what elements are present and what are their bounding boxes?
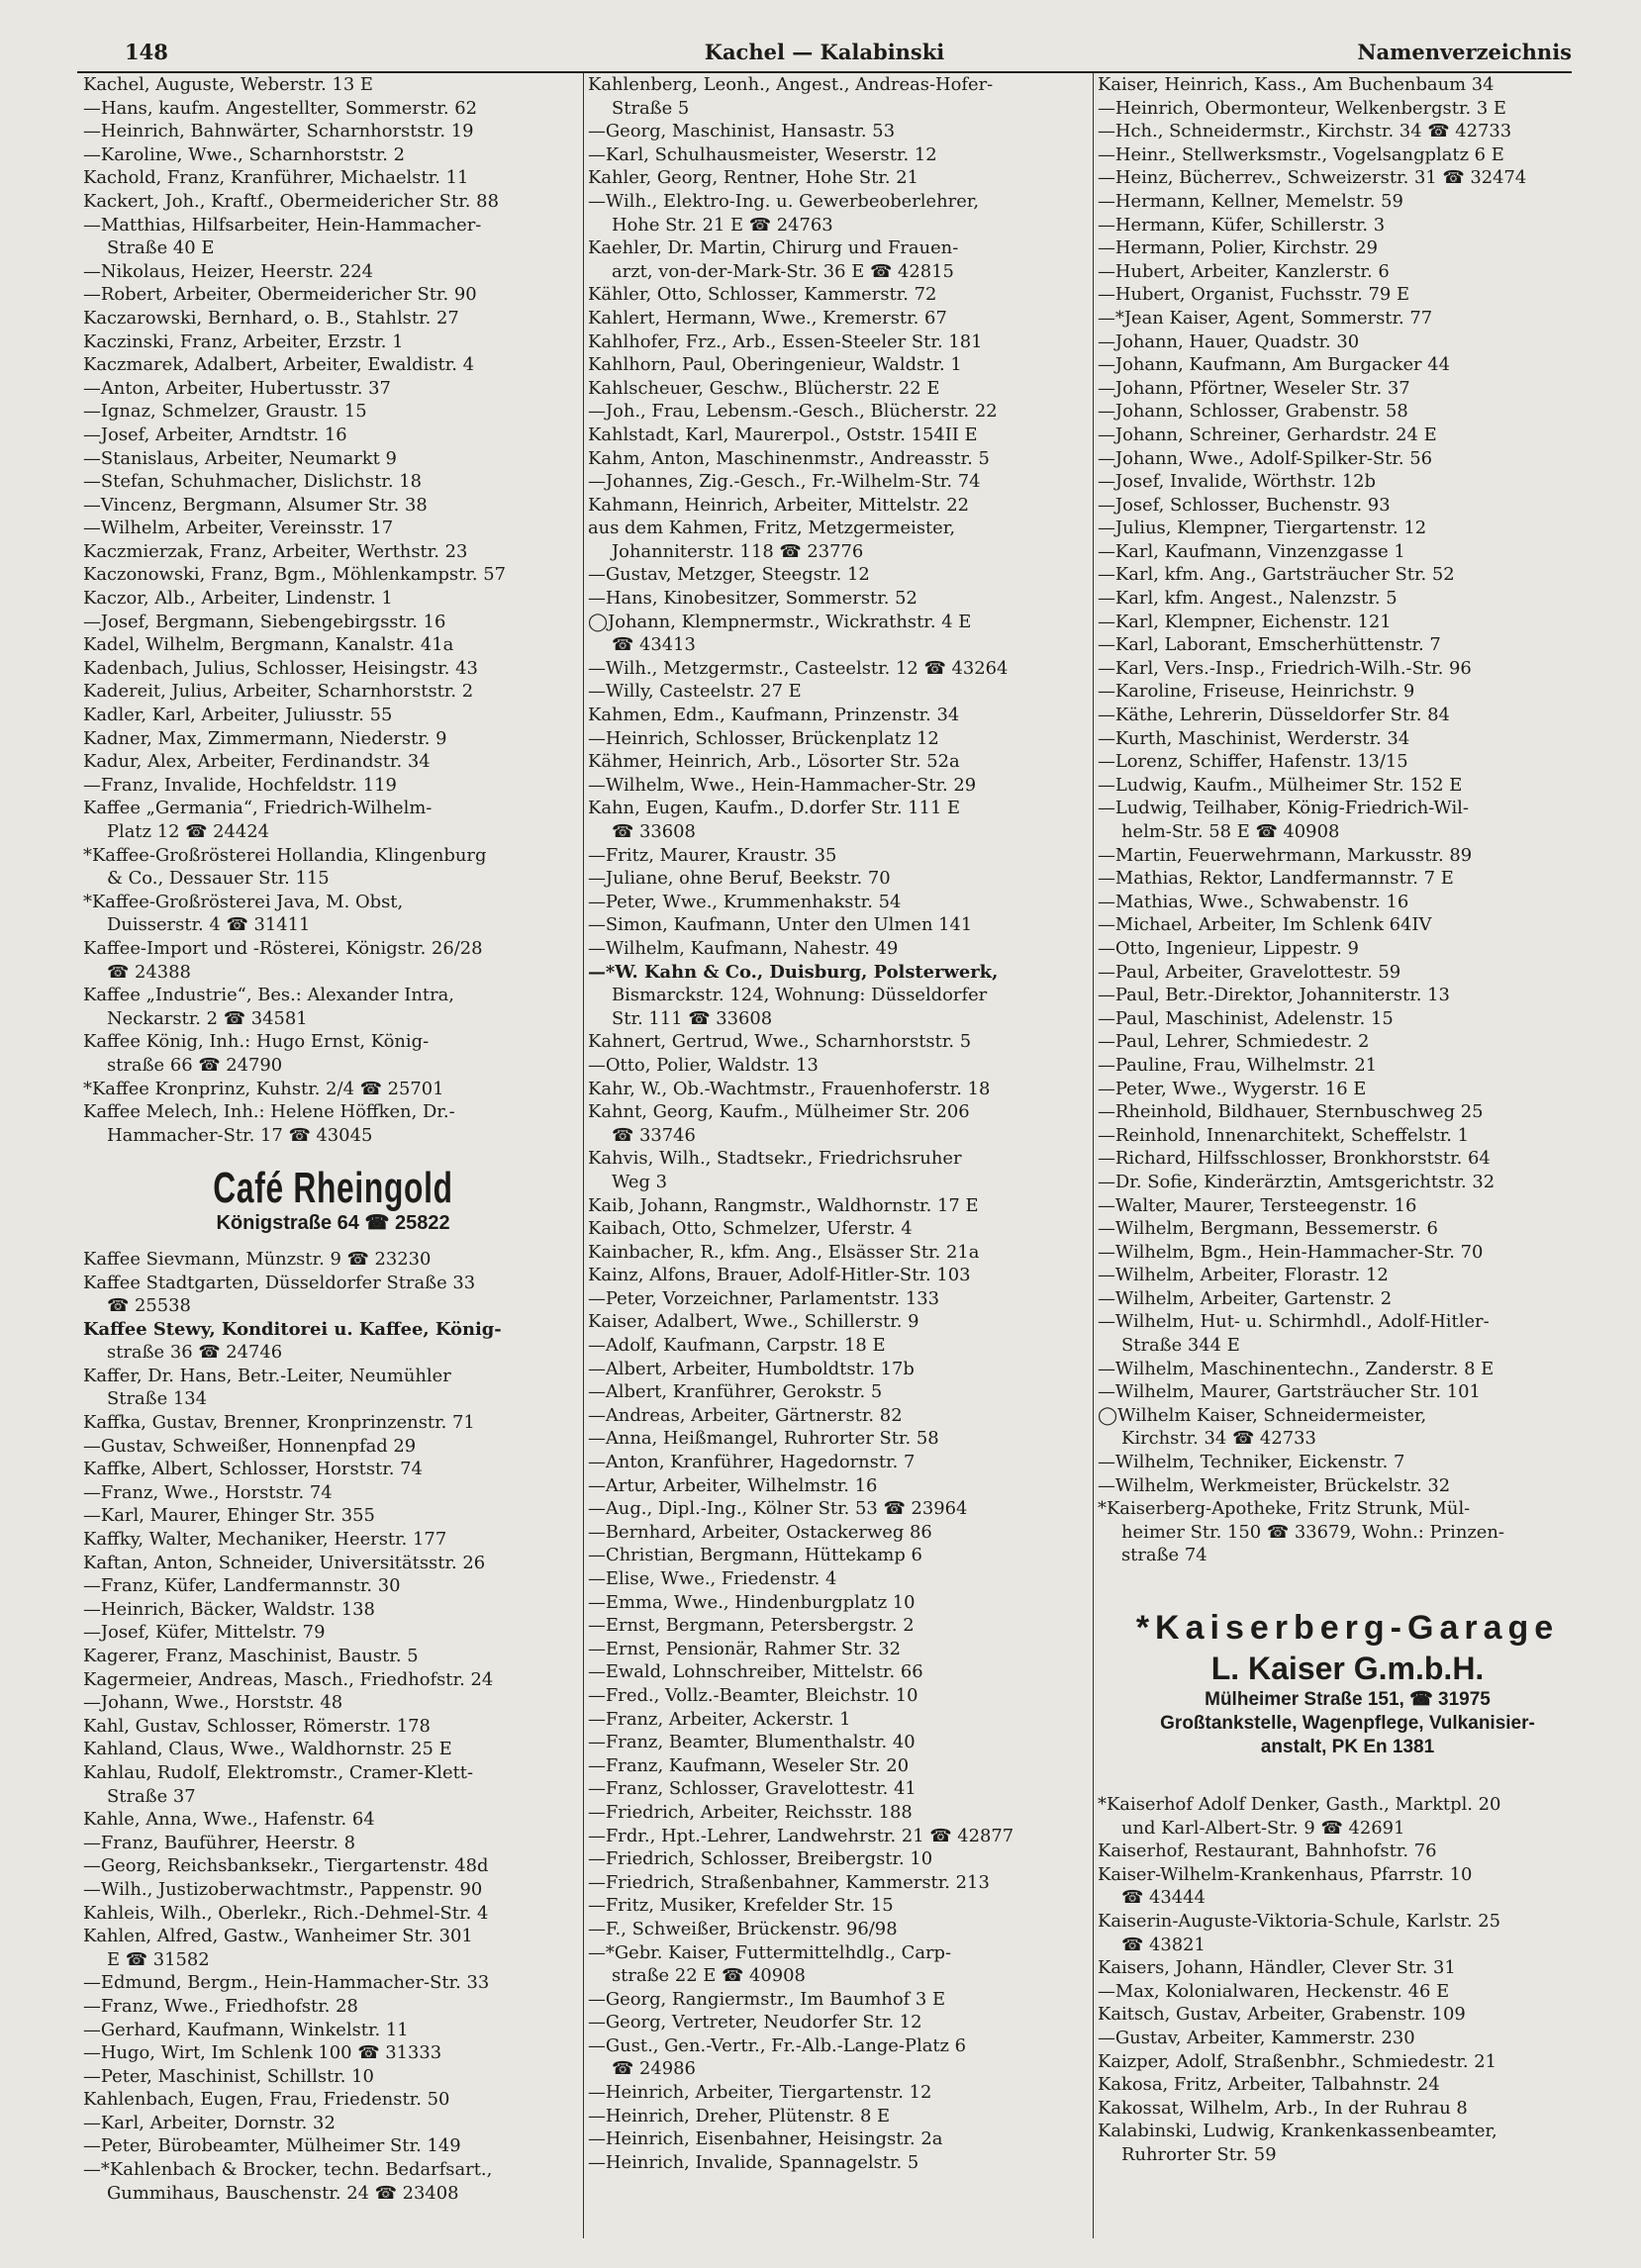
page-header bbox=[77, 36, 1572, 69]
directory-entry: Kaffke, Albert, Schlosser, Horststr. 74 bbox=[83, 1459, 423, 1480]
directory-entry: —Georg, Rangiermstr., Im Baumhof 3 E bbox=[588, 1988, 946, 2010]
directory-entry: —Artur, Arbeiter, Wilhelmstr. 16 bbox=[588, 1474, 878, 1496]
directory-entry: Kahler, Georg, Rentner, Hohe Str. 21 bbox=[588, 167, 919, 189]
directory-entry: —Otto, Ingenieur, Lippestr. 9 bbox=[1098, 937, 1359, 959]
directory-entry: Kadler, Karl, Arbeiter, Juliusstr. 55 bbox=[83, 705, 393, 726]
directory-entry: —Franz, Arbeiter, Ackerstr. 1 bbox=[588, 1708, 851, 1730]
directory-entry: —Karl, Klempner, Eichenstr. 121 bbox=[1098, 611, 1392, 632]
directory-entry: Kahm, Anton, Maschinenmstr., Andreasstr. 5 bbox=[588, 447, 990, 469]
directory-entry: —Kurth, Maschinist, Werderstr. 34 bbox=[1098, 727, 1410, 749]
directory-entry: Kahl, Gustav, Schlosser, Römerstr. 178 bbox=[83, 1715, 431, 1737]
directory-entry: Weg 3 bbox=[612, 1171, 668, 1192]
column-2 bbox=[588, 73, 1088, 2174]
directory-entry: Kahlenbach, Eugen, Frau, Friedenstr. 50 bbox=[83, 2089, 450, 2111]
directory-entry: —Ignaz, Schmelzer, Graustr. 15 bbox=[83, 401, 367, 423]
kaiserberg-garage-ad bbox=[1098, 1607, 1597, 1759]
directory-entry: Hammacher-Str. 17 ☎ 43045 bbox=[107, 1124, 373, 1146]
directory-entry: Kaffka, Gustav, Brenner, Kronprinzenstr. 71 bbox=[83, 1412, 475, 1434]
directory-entry: —Julius, Klempner, Tiergartenstr. 12 bbox=[1098, 518, 1427, 539]
directory-entry: —Karl, Maurer, Ehinger Str. 355 bbox=[83, 1505, 375, 1527]
directory-entry: —Heinrich, Schlosser, Brückenplatz 12 bbox=[588, 727, 939, 749]
directory-entry: —Paul, Arbeiter, Gravelottestr. 59 bbox=[1098, 961, 1401, 983]
directory-entry: Kaczinski, Franz, Arbeiter, Erzstr. 1 bbox=[83, 331, 404, 352]
directory-entry: —Wilhelm, Maurer, Gartsträucher Str. 101 bbox=[1098, 1381, 1481, 1403]
directory-entry: Kahmann, Heinrich, Arbeiter, Mittelstr. 22 bbox=[588, 494, 970, 516]
directory-entry: —Franz, Schlosser, Gravelottestr. 41 bbox=[588, 1778, 917, 1800]
directory-entry: *Kaffee Kronprinz, Kuhstr. 2/4 ☎ 25701 bbox=[83, 1078, 444, 1099]
directory-entry: —Rheinhold, Bildhauer, Sternbuschweg 25 bbox=[1098, 1101, 1484, 1123]
directory-entry: Johanniterstr. 118 ☎ 23776 bbox=[612, 540, 864, 562]
directory-entry: Kaiser-Wilhelm-Krankenhaus, Pfarrstr. 10 bbox=[1098, 1863, 1473, 1885]
directory-entry: Kainbacher, R., kfm. Ang., Elsässer Str. 21a bbox=[588, 1241, 980, 1263]
directory-entry: Ruhrorter Str. 59 bbox=[1121, 2143, 1277, 2165]
directory-entry: Kaftan, Anton, Schneider, Universitätsstr. 26 bbox=[83, 1552, 486, 1573]
directory-entry: —Wilhelm, Maschinentechn., Zanderstr. 8 E bbox=[1098, 1358, 1495, 1379]
directory-entry: —Ernst, Pensionär, Rahmer Str. 32 bbox=[588, 1638, 901, 1659]
directory-entry: Kahnt, Georg, Kaufm., Mülheimer Str. 206 bbox=[588, 1101, 970, 1123]
directory-entry: —Heinrich, Bäcker, Waldstr. 138 bbox=[83, 1598, 375, 1620]
directory-entry: —Anton, Kranführer, Hagedornstr. 7 bbox=[588, 1452, 916, 1473]
directory-entry: —Emma, Wwe., Hindenburgplatz 10 bbox=[588, 1591, 916, 1613]
directory-entry: —Mathias, Rektor, Landfermannstr. 7 E bbox=[1098, 868, 1454, 890]
column-divider-2 bbox=[1093, 73, 1094, 2238]
directory-entry: Straße 40 E bbox=[107, 237, 215, 259]
directory-entry: —Andreas, Arbeiter, Gärtnerstr. 82 bbox=[588, 1404, 903, 1426]
directory-entry: —Vincenz, Bergmann, Alsumer Str. 38 bbox=[83, 494, 428, 516]
directory-entry: —Karoline, Wwe., Scharnhorststr. 2 bbox=[83, 143, 405, 165]
directory-entry: Duisserstr. 4 ☎ 31411 bbox=[107, 914, 311, 936]
directory-entry: —Heinrich, Obermonteur, Welkenbergstr. 3 E bbox=[1098, 97, 1506, 119]
directory-entry: ☎ 43444 bbox=[1121, 1887, 1206, 1909]
directory-entry: —Wilhelm, Hut- u. Schirmhdl., Adolf-Hitler- bbox=[1098, 1311, 1490, 1333]
directory-entry: —Adolf, Kaufmann, Carpstr. 18 E bbox=[588, 1335, 886, 1357]
directory-entry: —Wilhelm, Techniker, Eickenstr. 7 bbox=[1098, 1452, 1405, 1473]
directory-entry: ◯Wilhelm Kaiser, Schneidermeister, bbox=[1098, 1404, 1427, 1426]
directory-entry: —Heinrich, Eisenbahner, Heisingstr. 2a bbox=[588, 2128, 943, 2150]
directory-entry: —Georg, Reichsbanksekr., Tiergartenstr. 48d bbox=[83, 1855, 489, 1877]
directory-entry: Hohe Str. 21 E ☎ 24763 bbox=[612, 214, 833, 236]
directory-entry: —Paul, Lehrer, Schmiedestr. 2 bbox=[1098, 1031, 1370, 1053]
directory-entry: —Friedrich, Straßenbahner, Kammerstr. 213 bbox=[588, 1871, 990, 1893]
directory-entry: —Ludwig, Kaufm., Mülheimer Str. 152 E bbox=[1098, 774, 1463, 796]
directory-entry: Kakosa, Fritz, Arbeiter, Talbahnstr. 24 bbox=[1098, 2074, 1440, 2096]
directory-entry: Kaiserhof, Restaurant, Bahnhofstr. 76 bbox=[1098, 1841, 1437, 1862]
directory-entry: —Karl, kfm. Angest., Nalenzstr. 5 bbox=[1098, 588, 1398, 610]
directory-entry: —Pauline, Frau, Wilhelmstr. 21 bbox=[1098, 1054, 1378, 1076]
directory-entry: —Otto, Polier, Waldstr. 13 bbox=[588, 1054, 819, 1076]
directory-entry: Straße 5 bbox=[612, 97, 690, 119]
entries-c1b bbox=[83, 1248, 583, 2205]
directory-entry: ☎ 43821 bbox=[1121, 1934, 1206, 1955]
directory-entry: —Willy, Casteelstr. 27 E bbox=[588, 681, 802, 703]
directory-entry: Kaczarowski, Bernhard, o. B., Stahlstr. 27 bbox=[83, 307, 459, 329]
directory-entry: —Hch., Schneidermstr., Kirchstr. 34 ☎ 42733 bbox=[1098, 121, 1512, 142]
directory-entry: —Gust., Gen.-Vertr., Fr.-Alb.-Lange-Platz 6 bbox=[588, 2034, 967, 2056]
directory-entry: —Karl, Schulhausmeister, Weserstr. 12 bbox=[588, 143, 937, 165]
directory-entry: —Heinz, Bücherrev., Schweizerstr. 31 ☎ 32474 bbox=[1098, 167, 1527, 189]
column-divider-1 bbox=[583, 73, 584, 2238]
cafe-rheingold-ad bbox=[83, 1165, 583, 1236]
directory-entry: —Joh., Frau, Lebensm.-Gesch., Blücherstr. 22 bbox=[588, 401, 998, 423]
directory-entry: —Wilhelm, Arbeiter, Gartenstr. 2 bbox=[1098, 1287, 1393, 1309]
directory-entry: Kaffee Stewy, Konditorei u. Kaffee, König- bbox=[83, 1318, 502, 1340]
directory-entry: —Nikolaus, Heizer, Heerstr. 224 bbox=[83, 260, 374, 282]
directory-entry: Kaffee „Industrie“, Bes.: Alexander Intra, bbox=[83, 985, 454, 1006]
directory-entry: Gummihaus, Bauschenstr. 24 ☎ 23408 bbox=[107, 2182, 459, 2204]
directory-entry: Kaffee-Import und -Rösterei, Königstr. 26/28 bbox=[83, 937, 483, 959]
directory-entry: —Wilhelm, Bgm., Hein-Hammacher-Str. 70 bbox=[1098, 1241, 1484, 1263]
directory-entry: —Stanislaus, Arbeiter, Neumarkt 9 bbox=[83, 447, 397, 469]
directory-entry: Kahlstadt, Karl, Maurerpol., Oststr. 154II E bbox=[588, 424, 978, 445]
directory-entry: Platz 12 ☎ 24424 bbox=[107, 821, 270, 842]
directory-entry: —Reinhold, Innenarchitekt, Scheffelstr. 1 bbox=[1098, 1124, 1470, 1146]
directory-entry: Kagermeier, Andreas, Masch., Friedhofstr. 24 bbox=[83, 1668, 494, 1690]
directory-entry: & Co., Dessauer Str. 115 bbox=[107, 868, 330, 890]
directory-entry: —Lorenz, Schiffer, Hafenstr. 13/15 bbox=[1098, 751, 1408, 773]
directory-entry: *Kaiserberg-Apotheke, Fritz Strunk, Mül- bbox=[1098, 1498, 1471, 1520]
directory-entry: —Michael, Arbeiter, Im Schlenk 64IV bbox=[1098, 914, 1432, 936]
directory-entry: Kaczmierzak, Franz, Arbeiter, Werthstr. 23 bbox=[83, 540, 468, 562]
directory-entry: straße 22 E ☎ 40908 bbox=[612, 1965, 806, 1987]
directory-entry: Kaffee Melech, Inh.: Helene Höffken, Dr.- bbox=[83, 1101, 455, 1123]
directory-entry: Kagerer, Franz, Maschinist, Baustr. 5 bbox=[83, 1646, 419, 1666]
directory-entry: Kaizper, Adolf, Straßenbhr., Schmiedestr. 21 bbox=[1098, 2050, 1496, 2072]
name-range: Kachel — Kalabinski bbox=[704, 40, 945, 64]
directory-entry: ☎ 24986 bbox=[612, 2058, 696, 2080]
directory-entry: —Anton, Arbeiter, Hubertusstr. 37 bbox=[83, 377, 391, 399]
directory-entry: —Wilh., Justizoberwachtmstr., Pappenstr. 90 bbox=[83, 1878, 483, 1900]
directory-entry: Kahlhofer, Frz., Arb., Essen-Steeler Str. 181 bbox=[588, 331, 983, 352]
directory-entry: —Josef, Küfer, Mittelstr. 79 bbox=[83, 1622, 326, 1644]
directory-entry: ◯Johann, Klempnermstr., Wickrathstr. 4 E bbox=[588, 611, 972, 632]
directory-entry: helm-Str. 58 E ☎ 40908 bbox=[1121, 821, 1340, 842]
directory-entry: —*W. Kahn & Co., Duisburg, Polsterwerk, bbox=[588, 961, 999, 983]
directory-entry: Kaffer, Dr. Hans, Betr.-Leiter, Neumühler bbox=[83, 1365, 451, 1386]
directory-entry: Kadner, Max, Zimmermann, Niederstr. 9 bbox=[83, 727, 447, 749]
directory-entry: —Gerhard, Kaufmann, Winkelstr. 11 bbox=[83, 2019, 409, 2040]
directory-entry: ☎ 33608 bbox=[612, 821, 696, 842]
directory-entry: —Peter, Maschinist, Schillstr. 10 bbox=[83, 2065, 374, 2087]
directory-entry: —Johann, Wwe., Horststr. 48 bbox=[83, 1692, 343, 1714]
directory-entry: —Wilh., Elektro-Ing. u. Gewerbeoberlehrer, bbox=[588, 190, 980, 212]
directory-entry: Kainz, Alfons, Brauer, Adolf-Hitler-Str. 103 bbox=[588, 1265, 971, 1286]
directory-entry: —Gustav, Metzger, Steegstr. 12 bbox=[588, 564, 870, 586]
directory-entry: heimer Str. 150 ☎ 33679, Wohn.: Prinzen- bbox=[1121, 1521, 1504, 1543]
directory-entry: —Hermann, Polier, Kirchstr. 29 bbox=[1098, 237, 1379, 259]
directory-entry: —Hans, Kinobesitzer, Sommerstr. 52 bbox=[588, 588, 917, 610]
directory-entry: —Richard, Hilfsschlosser, Bronkhorststr. 64 bbox=[1098, 1148, 1491, 1170]
directory-entry: Kirchstr. 34 ☎ 42733 bbox=[1121, 1428, 1316, 1450]
directory-entry: —Fritz, Maurer, Kraustr. 35 bbox=[588, 844, 837, 866]
directory-entry: —Hubert, Arbeiter, Kanzlerstr. 6 bbox=[1098, 260, 1390, 282]
directory-entry: —Frdr., Hpt.-Lehrer, Landwehrstr. 21 ☎ 42877 bbox=[588, 1825, 1014, 1846]
directory-entry: Kachel, Auguste, Weberstr. 13 E bbox=[83, 74, 373, 95]
directory-entry: —Franz, Wwe., Friedhofstr. 28 bbox=[83, 1995, 358, 2017]
directory-entry: —Gustav, Schweißer, Honnenpfad 29 bbox=[83, 1435, 417, 1457]
garage-ad-desc1: Großtankstelle, Wagenpflege, Vulkanisier- bbox=[1160, 1713, 1535, 1734]
directory-entry: —Matthias, Hilfsarbeiter, Hein-Hammacher- bbox=[83, 214, 482, 236]
directory-entry: —Robert, Arbeiter, Obermeidericher Str. 90 bbox=[83, 284, 477, 306]
directory-entry: —Georg, Maschinist, Hansastr. 53 bbox=[588, 121, 896, 142]
directory-entry: —Wilhelm, Wwe., Hein-Hammacher-Str. 29 bbox=[588, 774, 977, 796]
directory-entry: Straße 37 bbox=[107, 1785, 196, 1807]
directory-entry: —Wilhelm, Arbeiter, Vereinsstr. 17 bbox=[83, 518, 394, 539]
cafe-ad-address: Königstraße 64 ☎ 25822 bbox=[216, 1212, 450, 1235]
directory-entry: —Karoline, Friseuse, Heinrichstr. 9 bbox=[1098, 681, 1415, 703]
directory-entry: Kaczor, Alb., Arbeiter, Lindenstr. 1 bbox=[83, 588, 393, 610]
directory-entry: *Kaffee-Großrösterei Java, M. Obst, bbox=[83, 891, 404, 912]
directory-entry: Kahlau, Rudolf, Elektromstr., Cramer-Klett- bbox=[83, 1761, 473, 1783]
section-title: Namenverzeichnis bbox=[1357, 40, 1572, 64]
garage-ad-title: *Kaiserberg-Garage bbox=[1135, 1609, 1560, 1647]
directory-entry: und Karl-Albert-Str. 9 ☎ 42691 bbox=[1121, 1817, 1405, 1839]
directory-entry: —Käthe, Lehrerin, Düsseldorfer Str. 84 bbox=[1098, 705, 1450, 726]
directory-entry: —Heinrich, Invalide, Spannagelstr. 5 bbox=[588, 2151, 919, 2173]
directory-entry: Neckarstr. 2 ☎ 34581 bbox=[107, 1007, 308, 1029]
directory-entry: *Kaiserhof Adolf Denker, Gasth., Marktpl. 20 bbox=[1098, 1794, 1501, 1815]
directory-entry: —Franz, Invalide, Hochfeldstr. 119 bbox=[83, 774, 397, 796]
directory-entry: Kadenbach, Julius, Schlosser, Heisingstr. 43 bbox=[83, 657, 478, 679]
directory-entry: —Mathias, Wwe., Schwabenstr. 16 bbox=[1098, 891, 1409, 912]
directory-entry: straße 36 ☎ 24746 bbox=[107, 1342, 283, 1364]
directory-entry: —Josef, Bergmann, Siebengebirgsstr. 16 bbox=[83, 611, 446, 632]
directory-entry: Kahlscheuer, Geschw., Blücherstr. 22 E bbox=[588, 377, 940, 399]
directory-entry: *Kaffee-Großrösterei Hollandia, Klingenburg bbox=[83, 844, 487, 866]
directory-entry: —Karl, Arbeiter, Dornstr. 32 bbox=[83, 2112, 336, 2133]
directory-entry: Straße 344 E bbox=[1121, 1335, 1240, 1357]
directory-entry: —Josef, Schlosser, Buchenstr. 93 bbox=[1098, 494, 1391, 516]
directory-entry: —Hans, kaufm. Angestellter, Sommerstr. 62 bbox=[83, 97, 478, 119]
directory-entry: ☎ 24388 bbox=[107, 961, 191, 983]
directory-entry: —Hermann, Küfer, Schillerstr. 3 bbox=[1098, 214, 1386, 236]
directory-entry: arzt, von-der-Mark-Str. 36 E ☎ 42815 bbox=[612, 260, 954, 282]
directory-entry: Kahnert, Gertrud, Wwe., Scharnhorststr. 5 bbox=[588, 1031, 972, 1053]
garage-ad-address: Mülheimer Straße 151, ☎ 31975 bbox=[1205, 1689, 1491, 1710]
directory-entry: —Friedrich, Arbeiter, Reichsstr. 188 bbox=[588, 1801, 913, 1823]
directory-entry: —Peter, Bürobeamter, Mülheimer Str. 149 bbox=[83, 2135, 461, 2157]
directory-entry: Str. 111 ☎ 33608 bbox=[612, 1007, 773, 1029]
directory-entry: aus dem Kahmen, Fritz, Metzgermeister, bbox=[588, 518, 956, 539]
entries-c3b bbox=[1098, 1793, 1597, 2167]
directory-entry: —Simon, Kaufmann, Unter den Ulmen 141 bbox=[588, 914, 973, 936]
directory-entry: —Peter, Wwe., Wygerstr. 16 E bbox=[1098, 1078, 1367, 1099]
directory-entry: —Ludwig, Teilhaber, König-Friedrich-Wil- bbox=[1098, 798, 1469, 819]
directory-entry: —Fritz, Musiker, Krefelder Str. 15 bbox=[588, 1895, 894, 1917]
directory-entry: Kaitsch, Gustav, Arbeiter, Grabenstr. 109 bbox=[1098, 2004, 1466, 2026]
directory-entry: —Paul, Betr.-Direktor, Johanniterstr. 13 bbox=[1098, 985, 1450, 1006]
directory-entry: Kadur, Alex, Arbeiter, Ferdinandstr. 34 bbox=[83, 751, 431, 773]
directory-entry: Kahlenberg, Leonh., Angest., Andreas-Hofer- bbox=[588, 74, 994, 95]
directory-entry: —Hubert, Organist, Fuchsstr. 79 E bbox=[1098, 284, 1409, 306]
directory-entry: Kaffee „Germania“, Friedrich-Wilhelm- bbox=[83, 798, 433, 819]
directory-entry: —Franz, Wwe., Horststr. 74 bbox=[83, 1481, 333, 1503]
directory-entry: —Max, Kolonialwaren, Heckenstr. 46 E bbox=[1098, 1980, 1450, 2002]
directory-entry: —Johann, Wwe., Adolf-Spilker-Str. 56 bbox=[1098, 447, 1433, 469]
directory-entry: straße 74 bbox=[1121, 1545, 1207, 1566]
directory-entry: —Franz, Küfer, Landfermannstr. 30 bbox=[83, 1575, 401, 1597]
directory-entry: —Anna, Heißmangel, Ruhrorter Str. 58 bbox=[588, 1428, 939, 1450]
directory-entry: —*Jean Kaiser, Agent, Sommerstr. 77 bbox=[1098, 307, 1433, 329]
directory-entry: Kadereit, Julius, Arbeiter, Scharnhorststr. 2 bbox=[83, 681, 474, 703]
directory-entry: —Elise, Wwe., Friedenstr. 4 bbox=[588, 1568, 837, 1589]
directory-entry: —Johann, Schreiner, Gerhardstr. 24 E bbox=[1098, 424, 1437, 445]
column-3 bbox=[1098, 73, 1597, 2167]
directory-entry: —Aug., Dipl.-Ing., Kölner Str. 53 ☎ 23964 bbox=[588, 1498, 968, 1520]
entries-c2 bbox=[588, 73, 1088, 2174]
directory-entry: —Johann, Kaufmann, Am Burgacker 44 bbox=[1098, 354, 1451, 376]
directory-entry: Kahle, Anna, Wwe., Hafenstr. 64 bbox=[83, 1809, 375, 1831]
directory-entry: Kaffky, Walter, Mechaniker, Heerstr. 177 bbox=[83, 1529, 447, 1551]
directory-entry: —Josef, Invalide, Wörthstr. 12b bbox=[1098, 471, 1376, 493]
directory-entry: —Heinrich, Bahnwärter, Scharnhorststr. 19 bbox=[83, 121, 474, 142]
directory-entry: Kaib, Johann, Rangmstr., Waldhornstr. 17 E bbox=[588, 1194, 979, 1216]
directory-entry: Kähmer, Heinrich, Arb., Lösorter Str. 52a bbox=[588, 751, 960, 773]
directory-entry: —Karl, Kaufmann, Vinzenzgasse 1 bbox=[1098, 540, 1405, 562]
directory-entry: Kackert, Joh., Kraftf., Obermeidericher Str. 88 bbox=[83, 190, 499, 212]
directory-entry: Kahlert, Hermann, Wwe., Kremerstr. 67 bbox=[588, 307, 947, 329]
garage-ad-desc2: anstalt, PK En 1381 bbox=[1260, 1737, 1435, 1757]
directory-entry: Kaisers, Johann, Händler, Clever Str. 31 bbox=[1098, 1957, 1456, 1979]
directory-entry: —Edmund, Bergm., Hein-Hammacher-Str. 33 bbox=[83, 1972, 490, 1994]
directory-entry: Kahvis, Wilh., Stadtsekr., Friedrichsruher bbox=[588, 1148, 962, 1170]
directory-entry: ☎ 33746 bbox=[612, 1124, 696, 1146]
directory-entry: —*Kahlenbach & Brocker, techn. Bedarfsart., bbox=[83, 2159, 493, 2181]
directory-entry: Kaffee Sievmann, Münzstr. 9 ☎ 23230 bbox=[83, 1248, 432, 1270]
directory-entry: ☎ 25538 bbox=[107, 1295, 191, 1317]
directory-entry: —Karl, Laborant, Emscherhüttenstr. 7 bbox=[1098, 634, 1441, 656]
directory-entry: Kahlhorn, Paul, Oberingenieur, Waldstr. 1 bbox=[588, 354, 962, 376]
directory-entry: Kahleis, Wilh., Oberlekr., Rich.-Dehmel-Str. 4 bbox=[83, 1902, 489, 1924]
directory-entry: —Wilhelm, Werkmeister, Brückelstr. 32 bbox=[1098, 1474, 1451, 1496]
directory-entry: —Franz, Kaufmann, Weseler Str. 20 bbox=[588, 1754, 910, 1776]
directory-entry: —Paul, Maschinist, Adelenstr. 15 bbox=[1098, 1007, 1394, 1029]
directory-entry: Kaczmarek, Adalbert, Arbeiter, Ewaldistr. 4 bbox=[83, 354, 474, 376]
cafe-ad-title: Café Rheingold bbox=[213, 1164, 453, 1213]
directory-entry: E ☎ 31582 bbox=[107, 1948, 210, 1970]
directory-entry: ☎ 43413 bbox=[612, 634, 696, 656]
directory-entry: —*Gebr. Kaiser, Futtermittelhdlg., Carp- bbox=[588, 1941, 952, 1963]
directory-entry: —Hugo, Wirt, Im Schlenk 100 ☎ 31333 bbox=[83, 2042, 442, 2064]
directory-entry: —Dr. Sofie, Kinderärztin, Amtsgerichtstr. 32 bbox=[1098, 1171, 1496, 1192]
directory-entry: —Johann, Hauer, Quadstr. 30 bbox=[1098, 331, 1360, 352]
directory-entry: —Martin, Feuerwehrmann, Markusstr. 89 bbox=[1098, 844, 1473, 866]
directory-entry: —Friedrich, Schlosser, Breibergstr. 10 bbox=[588, 1848, 933, 1870]
directory-entry: —Franz, Beamter, Blumenthalstr. 40 bbox=[588, 1732, 916, 1753]
directory-entry: —Stefan, Schuhmacher, Dislichstr. 18 bbox=[83, 471, 422, 493]
directory-entry: Kaehler, Dr. Martin, Chirurg und Frauen- bbox=[588, 237, 959, 259]
directory-entry: Kaiser, Heinrich, Kass., Am Buchenbaum 34 bbox=[1098, 74, 1495, 95]
directory-entry: —Wilhelm, Arbeiter, Florastr. 12 bbox=[1098, 1265, 1389, 1286]
directory-entry: Kaibach, Otto, Schmelzer, Uferstr. 4 bbox=[588, 1218, 913, 1240]
directory-entry: —F., Schweißer, Brückenstr. 96/98 bbox=[588, 1918, 898, 1939]
directory-entry: Kaffee Stadtgarten, Düsseldorfer Straße 33 bbox=[83, 1272, 476, 1293]
directory-entry: —Johann, Pförtner, Weseler Str. 37 bbox=[1098, 377, 1410, 399]
directory-entry: —Albert, Arbeiter, Humboldtstr. 17b bbox=[588, 1358, 915, 1379]
directory-entry: —Franz, Bauführer, Heerstr. 8 bbox=[83, 1832, 355, 1853]
entries-c1 bbox=[83, 73, 583, 1147]
directory-entry: Kahland, Claus, Wwe., Waldhornstr. 25 E bbox=[83, 1739, 452, 1760]
directory-entry: straße 66 ☎ 24790 bbox=[107, 1054, 283, 1076]
directory-entry: Kaiser, Adalbert, Wwe., Schillerstr. 9 bbox=[588, 1311, 919, 1333]
directory-entry: Kachold, Franz, Kranführer, Michaelstr. 11 bbox=[83, 167, 469, 189]
directory-entry: Kaiserin-Auguste-Viktoria-Schule, Karlstr. 25 bbox=[1098, 1910, 1501, 1932]
entries-c3 bbox=[1098, 73, 1597, 1567]
page-number: 148 bbox=[125, 40, 168, 64]
directory-entry: —Wilhelm, Bergmann, Bessemerstr. 6 bbox=[1098, 1218, 1438, 1240]
directory-entry: —Ewald, Lohnschreiber, Mittelstr. 66 bbox=[588, 1661, 923, 1683]
garage-ad-company: L. Kaiser G.m.b.H. bbox=[1210, 1651, 1485, 1686]
column-1 bbox=[83, 73, 583, 2205]
directory-entry: Kakossat, Wilhelm, Arb., In der Ruhrau 8 bbox=[1098, 2097, 1468, 2119]
directory-entry: —Heinrich, Dreher, Plütenstr. 8 E bbox=[588, 2105, 891, 2126]
directory-entry: Kahlen, Alfred, Gastw., Wanheimer Str. 301 bbox=[83, 1926, 473, 1947]
directory-entry: —Juliane, ohne Beruf, Beekstr. 70 bbox=[588, 868, 891, 890]
directory-entry: Kadel, Wilhelm, Bergmann, Kanalstr. 41a bbox=[83, 634, 454, 656]
directory-entry: —Johann, Schlosser, Grabenstr. 58 bbox=[1098, 401, 1408, 423]
directory-entry: —Hermann, Kellner, Memelstr. 59 bbox=[1098, 190, 1403, 212]
directory-entry: —Wilhelm, Kaufmann, Nahestr. 49 bbox=[588, 937, 899, 959]
directory-entry: —Heinr., Stellwerksmstr., Vogelsangplatz 6 E bbox=[1098, 143, 1504, 165]
directory-entry: —Albert, Kranführer, Gerokstr. 5 bbox=[588, 1381, 883, 1403]
directory-entry: —Karl, Vers.-Insp., Friedrich-Wilh.-Str. 96 bbox=[1098, 657, 1472, 679]
directory-entry: Kahmen, Edm., Kaufmann, Prinzenstr. 34 bbox=[588, 705, 960, 726]
directory-entry: —Josef, Arbeiter, Arndtstr. 16 bbox=[83, 424, 347, 445]
directory-entry: Kaffee König, Inh.: Hugo Ernst, König- bbox=[83, 1031, 430, 1053]
directory-entry: Straße 134 bbox=[107, 1388, 208, 1410]
directory-entry: Kähler, Otto, Schlosser, Kammerstr. 72 bbox=[588, 284, 937, 306]
directory-entry: —Peter, Wwe., Krummenhakstr. 54 bbox=[588, 891, 902, 912]
directory-entry: Bismarckstr. 124, Wohnung: Düsseldorfer bbox=[612, 985, 988, 1006]
directory-entry: Kaczonowski, Franz, Bgm., Möhlenkampstr. 57 bbox=[83, 564, 507, 586]
directory-entry: —Bernhard, Arbeiter, Ostackerweg 86 bbox=[588, 1521, 932, 1543]
directory-entry: —Ernst, Bergmann, Petersbergstr. 2 bbox=[588, 1615, 915, 1637]
directory-entry: —Fred., Vollz.-Beamter, Bleichstr. 10 bbox=[588, 1684, 918, 1706]
directory-entry: —Karl, kfm. Ang., Gartsträucher Str. 52 bbox=[1098, 564, 1455, 586]
directory-entry: Kahr, W., Ob.-Wachtmstr., Frauenhoferstr. 18 bbox=[588, 1078, 991, 1099]
directory-entry: —Wilh., Metzgermstr., Casteelstr. 12 ☎ 43264 bbox=[588, 657, 1009, 679]
directory-entry: Kahn, Eugen, Kaufm., D.dorfer Str. 111 E bbox=[588, 798, 961, 819]
directory-entry: —Walter, Maurer, Tersteegenstr. 16 bbox=[1098, 1194, 1417, 1216]
directory-entry: —Peter, Vorzeichner, Parlamentstr. 133 bbox=[588, 1287, 939, 1309]
directory-entry: Kalabinski, Ludwig, Krankenkassenbeamter, bbox=[1098, 2121, 1497, 2142]
directory-entry: —Christian, Bergmann, Hüttekamp 6 bbox=[588, 1545, 922, 1566]
directory-entry: —Gustav, Arbeiter, Kammerstr. 230 bbox=[1098, 2027, 1415, 2048]
directory-entry: —Johannes, Zig.-Gesch., Fr.-Wilhelm-Str. 74 bbox=[588, 471, 981, 493]
directory-entry: —Georg, Vertreter, Neudorfer Str. 12 bbox=[588, 2012, 922, 2033]
directory-entry: —Heinrich, Arbeiter, Tiergartenstr. 12 bbox=[588, 2082, 932, 2104]
